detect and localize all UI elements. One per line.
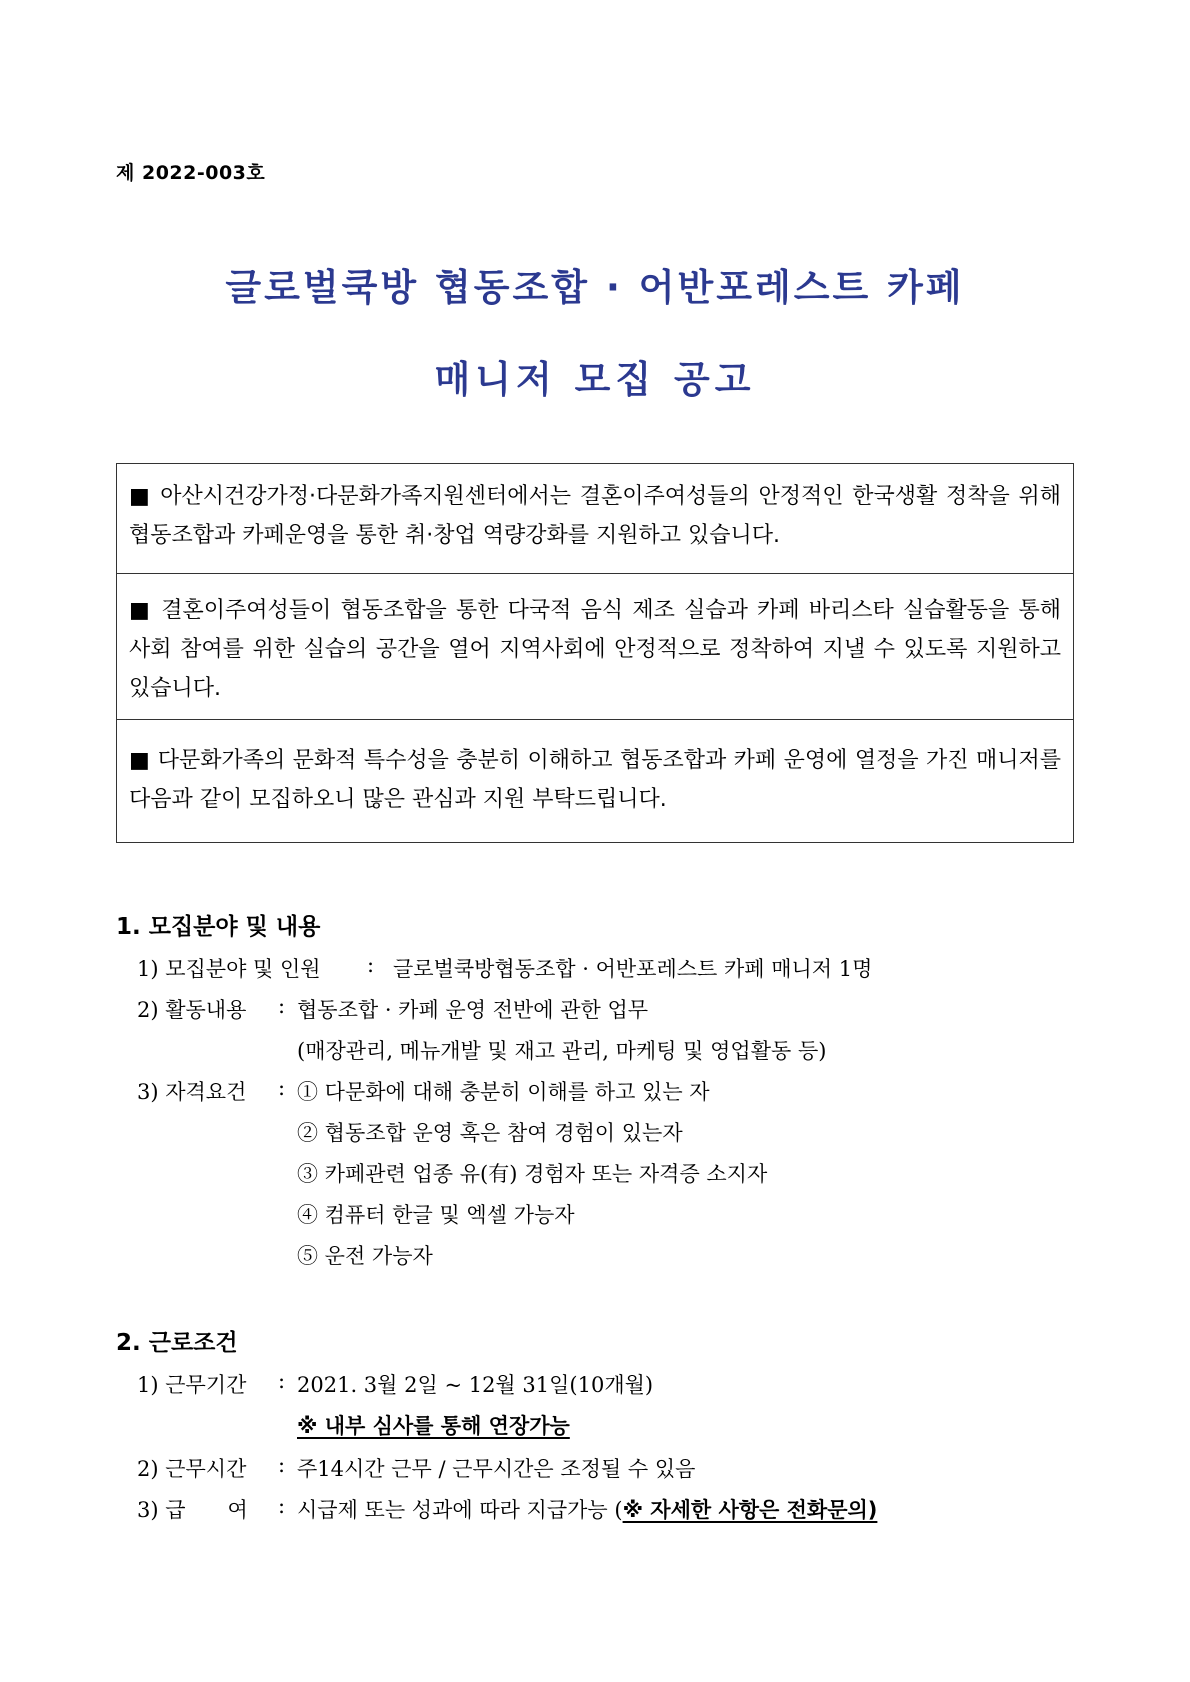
- work-period-colon: :: [278, 1369, 286, 1393]
- work-hours-colon: :: [278, 1453, 286, 1477]
- intro-box: [116, 463, 1074, 843]
- qualification-item-4: ④ 컴퓨터 한글 및 엑셀 가능자: [297, 1203, 575, 1227]
- page-title-line2: 매니저 모집 공고: [434, 358, 756, 401]
- salary-label: 3) 급 여: [137, 1498, 248, 1522]
- activity-colon: :: [278, 994, 286, 1018]
- salary-value-text: 시급제 또는 성과에 따라 지급가능 (: [297, 1498, 623, 1522]
- activity-label: 2) 활동내용: [137, 998, 247, 1022]
- section1-heading: 1. 모집분야 및 내용: [116, 914, 321, 940]
- page-title-line1: 글로벌쿡방 협동조합 · 어반포레스트 카페: [225, 266, 965, 309]
- qualification-item-3: ③ 카페관련 업종 유(有) 경험자 또는 자격증 소지자: [297, 1162, 768, 1186]
- salary-value: [297, 1494, 877, 1524]
- work-period-value: 2021. 3월 2일 ~ 12월 31일(10개월): [297, 1373, 654, 1397]
- recruit-field-colon: :: [367, 953, 375, 977]
- qualification-colon: :: [278, 1076, 286, 1100]
- work-period-label: 1) 근무기간: [137, 1373, 247, 1397]
- qualification-label: 3) 자격요건: [137, 1080, 247, 1104]
- document-number: 제 2022-003호: [116, 162, 266, 184]
- qualification-item-2: ② 협동조합 운영 혹은 참여 경험이 있는자: [297, 1121, 683, 1145]
- recruit-field-value: 글로벌쿡방협동조합 · 어반포레스트 카페 매니저 1명: [393, 957, 873, 981]
- recruit-field-label: 1) 모집분야 및 인원: [137, 957, 321, 981]
- qualification-item-5: ⑤ 운전 가능자: [297, 1244, 433, 1268]
- salary-phone-note: ※ 자세한 사항은 전화문의): [622, 1498, 878, 1522]
- section2-heading: 2. 근로조건: [116, 1330, 238, 1356]
- extension-note: ※ 내부 심사를 통해 연장가능: [297, 1414, 570, 1438]
- salary-colon: :: [278, 1494, 286, 1518]
- qualification-item-1: ① 다문화에 대해 충분히 이해를 하고 있는 자: [297, 1080, 710, 1104]
- activity-extra: (매장관리, 메뉴개발 및 재고 관리, 마케팅 및 영업활동 등): [297, 1039, 827, 1063]
- intro-paragraph-2: ■ 결혼이주여성들이 협동조합을 통한 다국적 음식 제조 실습과 카페 바리스타 실습활동을 통해 사회 참여를 위한 실습의 공간을 열어 지역사회에 안정적으로 정착하여 지낼 수 있도록 지원하고 있습니다.: [117, 573, 1073, 719]
- intro-paragraph-3: ■ 다문화가족의 문화적 특수성을 충분히 이해하고 협동조합과 카페 운영에 열정을 가진 매니저를 다음과 같이 모집하오니 많은 관심과 지원 부탁드립니다.: [117, 719, 1073, 841]
- work-hours-value: 주14시간 근무 / 근무시간은 조정될 수 있음: [297, 1457, 696, 1481]
- work-hours-label: 2) 근무시간: [137, 1457, 247, 1481]
- activity-value: 협동조합 · 카페 운영 전반에 관한 업무: [297, 998, 649, 1022]
- intro-paragraph-1: ■ 아산시건강가정·다문화가족지원센터에서는 결혼이주여성들의 안정적인 한국생활 정착을 위해 협동조합과 카페운영을 통한 취·창업 역량강화를 지원하고 있습니다.: [129, 484, 1061, 548]
